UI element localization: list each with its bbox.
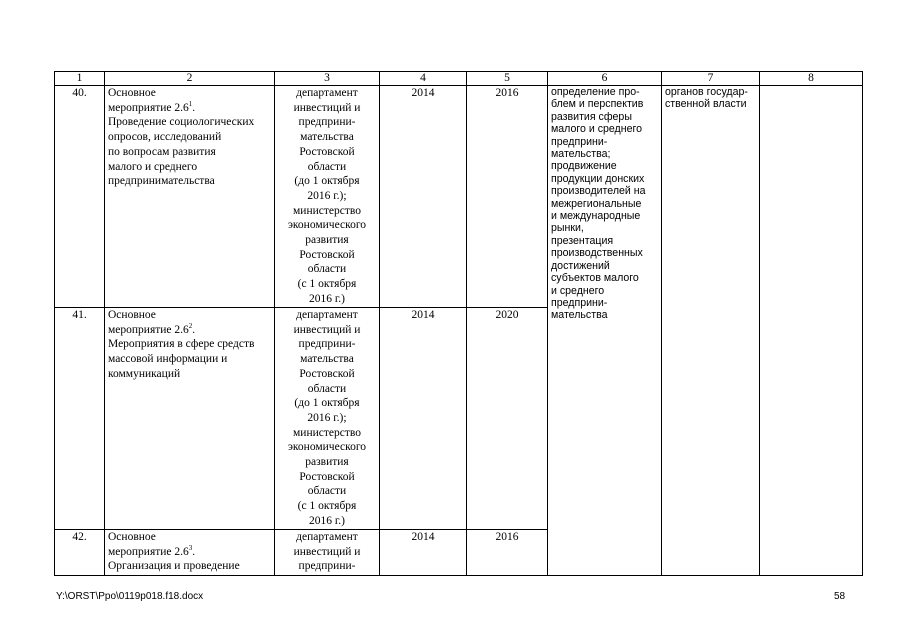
expected-result: определение про- блем и перспектив развития сферы малого и среднего предприни- мательства; продвижение продукции донских производителей на межрегиональные и международные рынки, презентация производственных достижений субъектов малого и среднего предприни- мательства: [548, 86, 662, 576]
header-col-6: 6: [548, 72, 662, 86]
executor: департамент инвестиций и предприни-: [275, 530, 380, 576]
header-col-7: 7: [662, 72, 760, 86]
start-year: 2014: [380, 308, 467, 530]
measure-name-rest: . Проведение социологических опросов, исследований по вопросам развития малого и среднего предпринимательства: [108, 101, 255, 188]
measure-name: [105, 308, 275, 530]
footer-page-number: 58: [834, 591, 846, 602]
measure-name: [105, 530, 275, 576]
header-col-5: 5: [467, 72, 548, 86]
executor: департамент инвестиций и предприни- мательства Ростовской области (до 1 октября 2016 г.); министерство экономического развития Ростовской области (с 1 октября 2016 г.): [275, 308, 380, 530]
row-number: 42.: [55, 530, 105, 576]
row-number: 40.: [55, 86, 105, 308]
start-year: 2014: [380, 530, 467, 576]
header-col-3: 3: [275, 72, 380, 86]
indicator-link: органов государ- ственной власти: [662, 86, 760, 576]
header-col-2: 2: [105, 72, 275, 86]
measure-superscript: 3: [188, 543, 193, 552]
header-col-8: 8: [760, 72, 863, 86]
end-year: 2016: [467, 530, 548, 576]
measure-name-text: Основное мероприятие 2.6: [108, 87, 189, 114]
header-col-4: 4: [380, 72, 467, 86]
measure-name-text: Основное мероприятие 2.6: [108, 531, 189, 558]
header-col-1: 1: [55, 72, 105, 86]
measure-name-rest: . Организация и проведение: [108, 545, 240, 573]
measure-name-text: Основное мероприятие 2.6: [108, 309, 189, 336]
measure-name-rest: . Мероприятия в сфере средств массовой информации и коммуникаций: [108, 323, 255, 380]
col-8-cell: [760, 86, 863, 576]
end-year: 2020: [467, 308, 548, 530]
program-table: [54, 71, 863, 576]
header-row: [55, 72, 863, 86]
start-year: 2014: [380, 86, 467, 308]
executor: департамент инвестиций и предприни- мательства Ростовской области (до 1 октября 2016 г.); министерство экономического развития Ростовской области (с 1 октября 2016 г.): [275, 86, 380, 308]
table-row: [55, 86, 863, 308]
footer-filepath: Y:\ORST\Ppo\0119p018.f18.docx: [56, 591, 204, 602]
end-year: 2016: [467, 86, 548, 308]
measure-name: [105, 86, 275, 308]
measure-superscript: 1: [188, 99, 193, 108]
row-number: 41.: [55, 308, 105, 530]
measure-superscript: 2: [188, 321, 193, 330]
